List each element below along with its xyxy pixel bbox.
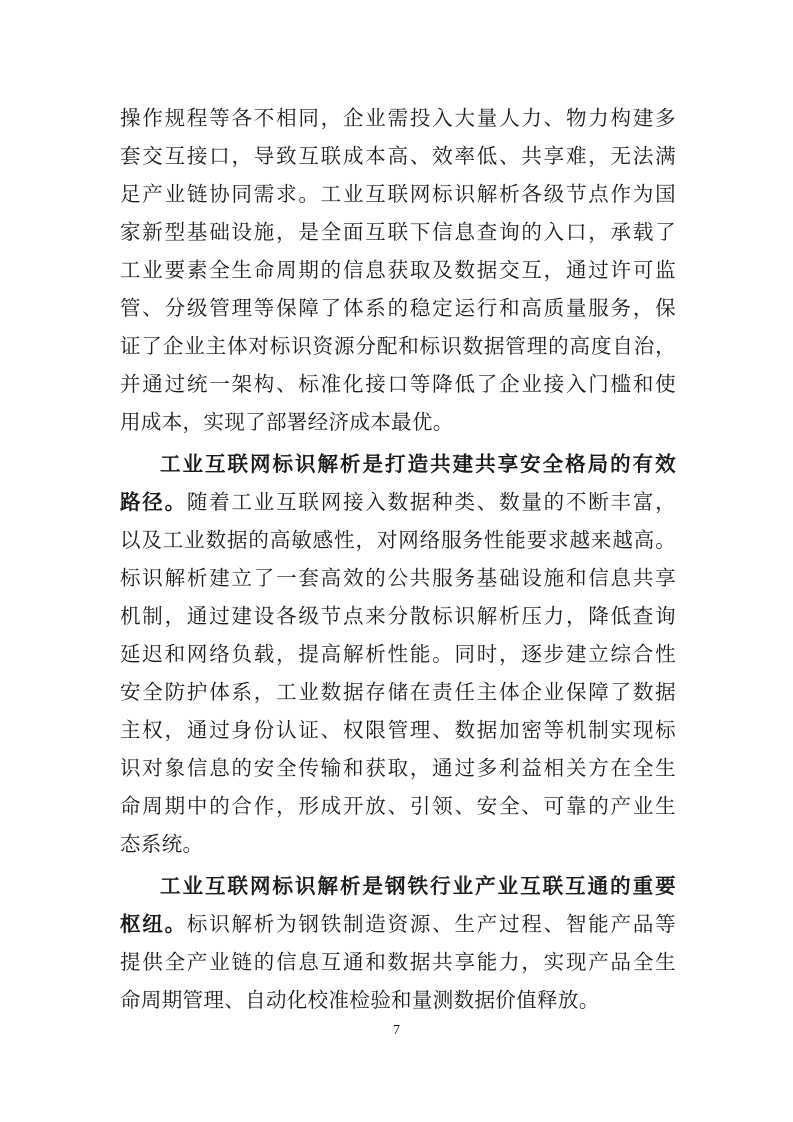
paragraph-2-line-7: 安全防护体系，工业数据存储在责任主体企业保障了数据: [120, 680, 676, 704]
paragraph-1-line-9: 用成本，实现了部署经济成本最优。: [120, 410, 454, 434]
paragraph-2-line-5: 机制，通过建设各级节点来分散标识解析压力，降低查询: [120, 604, 676, 628]
paragraph-2-line-4: 标识解析建立了一套高效的公共服务基础设施和信息共享: [120, 566, 676, 590]
paragraph-1-line-2: 套交互接口，导致互联成本高、效率低、共享难，无法满: [120, 144, 676, 168]
paragraph-2-line-8: 主权，通过身份认证、权限管理、数据加密等机制实现标: [120, 718, 676, 742]
paragraph-3-line-4: 命周期管理、自动化校准检验和量测数据价值释放。: [120, 988, 600, 1012]
paragraph-1-line-7: 证了企业主体对标识资源分配和标识数据管理的高度自治，: [120, 334, 676, 358]
paragraph-2-line-3: 以及工业数据的高敏感性，对网络服务性能要求越来越高。: [120, 528, 676, 552]
paragraph-3-line-2: [120, 910, 676, 938]
paragraph-2-line-11: 态系统。: [120, 832, 204, 856]
paragraph-1-line-4: 家新型基础设施，是全面互联下信息查询的入口，承载了: [120, 220, 676, 244]
paragraph-1-line-6: 管、分级管理等保障了体系的稳定运行和高质量服务，保: [120, 296, 676, 320]
paragraph-3-line-2-text: 标识解析为钢铁制造资源、生产过程、智能产品等: [186, 912, 676, 936]
paragraph-2-line-10: 命周期中的合作，形成开放、引领、安全、可靠的产业生: [120, 794, 676, 818]
paragraph-2-heading: 工业互联网标识解析是打造共建共享安全格局的有效: [160, 452, 676, 476]
paragraph-3-heading-end: 枢纽。: [120, 912, 187, 936]
paragraph-1-line-1: 操作规程等各不相同，企业需投入大量人力、物力构建多: [120, 106, 676, 130]
paragraph-2-line-2-text: 随着工业互联网接入数据种类、数量的不断丰富，: [186, 490, 676, 514]
paragraph-2-line-9: 识对象信息的安全传输和获取，通过多利益相关方在全生: [120, 756, 676, 780]
page-number: 7: [393, 1023, 400, 1038]
paragraph-2-line-6: 延迟和网络负载，提高解析性能。同时，逐步建立综合性: [120, 642, 676, 666]
paragraph-3-line-3: 提供全产业链的信息互通和数据共享能力，实现产品全生: [120, 950, 676, 974]
paragraph-1-line-5: 工业要素全生命周期的信息获取及数据交互，通过许可监: [120, 258, 676, 282]
paragraph-2-heading-end: 路径。: [120, 490, 187, 514]
paragraph-3-heading: 工业互联网标识解析是钢铁行业产业互联互通的重要: [160, 874, 676, 898]
paragraph-2-line-2: [120, 488, 676, 516]
paragraph-1-line-8: 并通过统一架构、标准化接口等降低了企业接入门槛和使: [120, 372, 676, 396]
paragraph-1-line-3: 足产业链协同需求。工业互联网标识解析各级节点作为国: [120, 182, 676, 206]
